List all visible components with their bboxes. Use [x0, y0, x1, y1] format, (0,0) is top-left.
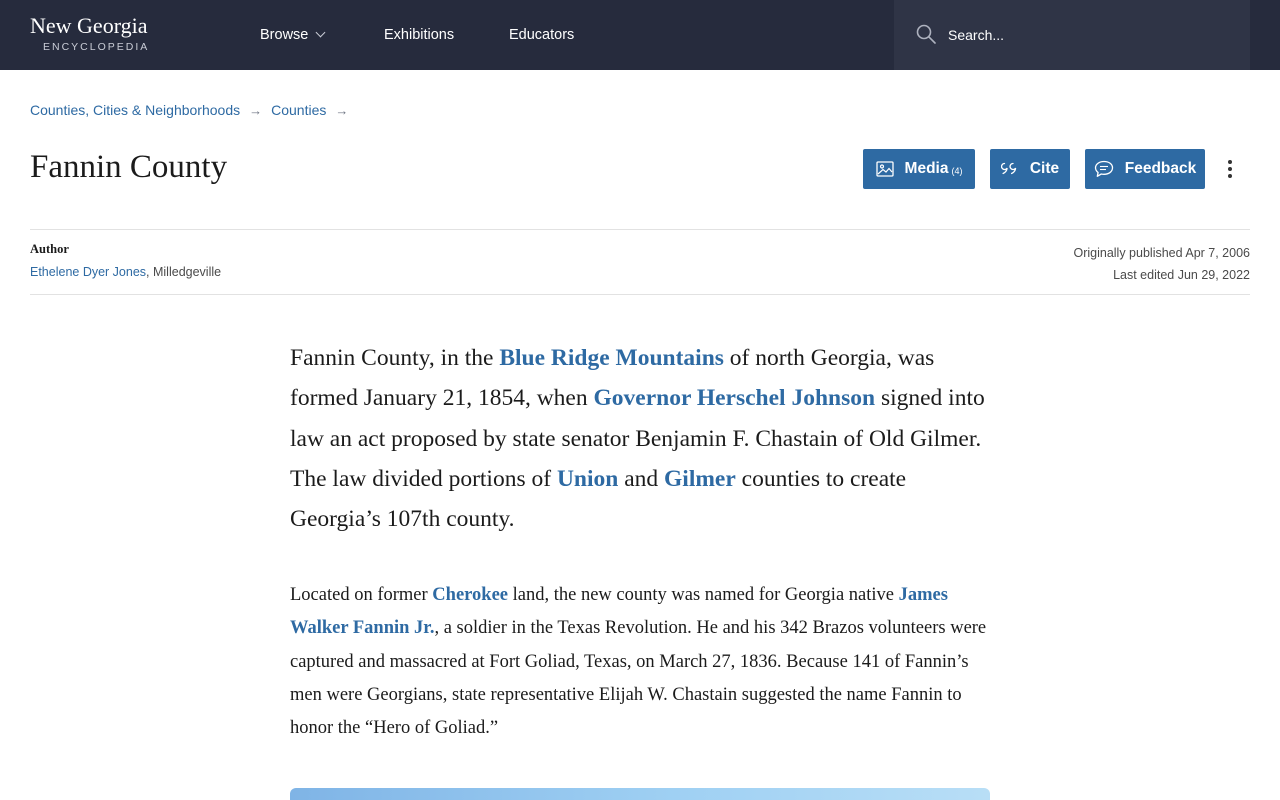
divider	[30, 294, 1250, 295]
text: land, the new county was named for Georgia native	[508, 585, 899, 605]
edited-date: Last edited Jun 29, 2022	[1113, 268, 1250, 282]
nav-exhibitions-link[interactable]: Exhibitions	[384, 27, 455, 43]
image-icon	[876, 160, 894, 178]
media-button-label: Media	[904, 160, 949, 177]
logo-title: New Georgia	[30, 13, 148, 38]
feedback-button[interactable]	[1085, 149, 1205, 189]
quote-icon	[1001, 162, 1019, 176]
more-dot	[1228, 160, 1232, 164]
search-icon	[916, 24, 936, 44]
site-logo[interactable]	[30, 14, 160, 58]
link-james-walker-fannin-jr[interactable]: James Walker Fannin Jr.	[290, 585, 948, 639]
text: , a soldier in the Texas Revolution. He and his 342 Brazos volunteers were captured and massacred at Fort Goliad, Texas, on March 27, 1836. Because 141 of Fannin’s men were Georgians, state representative Elijah W. Chastain suggested the name Fannin to honor the “Hero of Goliad.”	[290, 618, 987, 739]
text: Located on former	[290, 585, 433, 605]
text: of north Georgia, was formed January 21, 1854, when	[290, 345, 935, 412]
article-lead-paragraph	[290, 338, 995, 539]
divider	[30, 229, 1250, 230]
arrow-right-icon: →	[249, 102, 263, 118]
publication-info	[1073, 242, 1250, 286]
link-governor-herschel-johnson[interactable]: Governor Herschel Johnson	[593, 385, 876, 412]
nav-educators-link[interactable]: Educators	[509, 27, 575, 43]
media-count: (4)	[951, 166, 963, 176]
article-paragraph	[290, 579, 992, 745]
cite-button[interactable]	[990, 149, 1070, 189]
author-line	[30, 265, 221, 279]
link-cherokee[interactable]: Cherokee	[432, 585, 508, 605]
arrow-right-icon: →	[335, 102, 349, 118]
more-dot	[1228, 167, 1232, 171]
breadcrumb-link-counties[interactable]: Counties	[271, 102, 327, 118]
link-gilmer[interactable]: Gilmer	[664, 465, 736, 492]
cite-button-label: Cite	[1029, 160, 1060, 177]
page-title: Fannin County	[30, 149, 228, 185]
article-media-image[interactable]	[290, 788, 990, 800]
author-name-link[interactable]: Ethelene Dyer Jones	[30, 265, 147, 279]
breadcrumb-link-counties-cities-neighborhoods[interactable]: Counties, Cities & Neighborhoods	[30, 102, 241, 118]
more-vertical-icon[interactable]	[1220, 157, 1240, 181]
link-blue-ridge-mountains[interactable]: Blue Ridge Mountains	[499, 345, 724, 371]
logo-subtitle: ENCYCLOPEDIA	[43, 41, 150, 53]
link-union[interactable]: Union	[556, 465, 619, 492]
chevron-down-icon	[316, 28, 326, 38]
text: and	[618, 465, 665, 492]
author-heading: Author	[30, 242, 69, 256]
author-location: , Milledgeville	[146, 265, 222, 279]
search-box	[894, 0, 1250, 70]
search-input[interactable]	[948, 22, 1228, 48]
breadcrumb	[30, 100, 357, 120]
feedback-button-label: Feedback	[1124, 160, 1197, 177]
media-button[interactable]	[863, 149, 975, 189]
text: Fannin County, in the	[290, 345, 500, 371]
text: signed into law an act proposed by state senator Benjamin F. Chastain of Old Gilmer. The law divided portions of	[290, 385, 985, 492]
more-dot	[1228, 174, 1232, 178]
nav-browse-label: Browse	[260, 27, 309, 43]
text: counties to create Georgia’s 107th county.	[290, 465, 907, 533]
nav-browse-dropdown[interactable]	[260, 0, 324, 70]
chat-bubble-icon	[1094, 160, 1114, 178]
top-navigation-bar	[0, 0, 1280, 70]
published-date: Originally published Apr 7, 2006	[1073, 246, 1250, 260]
